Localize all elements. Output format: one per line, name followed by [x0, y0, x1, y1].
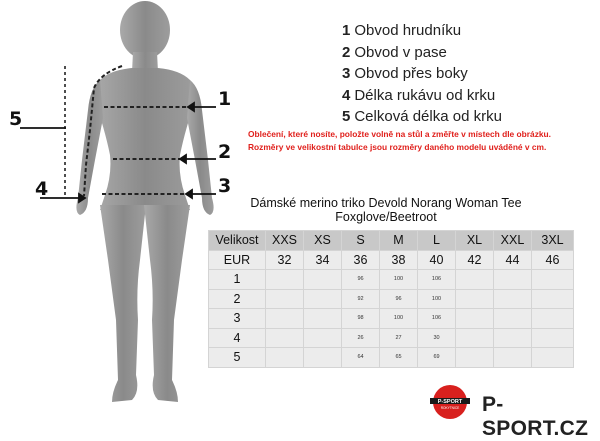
header-cell: L — [418, 231, 456, 251]
table-cell: 44 — [494, 250, 532, 270]
table-cell: 106 — [418, 270, 456, 290]
legend-label: Obvod hrudníku — [354, 22, 462, 39]
table-cell: 92 — [342, 289, 380, 309]
table-cell: 34 — [304, 250, 342, 270]
legend-item — [342, 20, 502, 42]
row-label: 1 — [209, 270, 266, 290]
table-cell — [456, 289, 494, 309]
table-cell: 42 — [456, 250, 494, 270]
table-row — [209, 309, 574, 329]
table-cell: 46 — [532, 250, 574, 270]
header-cell: 3XL — [532, 231, 574, 251]
table-cell: 65 — [380, 348, 418, 368]
p-sport-logo — [427, 384, 473, 420]
table-cell: 36 — [342, 250, 380, 270]
size-table — [208, 230, 574, 368]
table-row — [209, 270, 574, 290]
table-cell — [456, 309, 494, 329]
table-cell — [266, 328, 304, 348]
legend-label: Obvod v pase — [354, 43, 447, 61]
header-cell: Velikost — [209, 231, 266, 251]
note-line-2: Rozměry ve velikostní tabulce jsou rozměry daného modelu uváděné v cm. — [248, 141, 547, 152]
product-variant: Foxglove/Beetroot — [335, 210, 437, 224]
table-cell — [532, 328, 574, 348]
product-name: Dámské merino triko Devold Norang Woman Tee — [250, 196, 522, 210]
legend-number: 1 — [342, 22, 351, 39]
header-cell: M — [380, 231, 418, 251]
row-label: 4 — [209, 328, 266, 348]
row-label: 3 — [209, 309, 266, 329]
table-cell: 38 — [380, 250, 418, 270]
table-cell — [266, 309, 304, 329]
table-header-row — [209, 231, 574, 251]
table-cell: 100 — [418, 289, 456, 309]
table-cell — [304, 289, 342, 309]
table-cell — [266, 348, 304, 368]
table-row — [209, 289, 574, 309]
legend-item — [342, 42, 502, 64]
legend-number: 3 — [342, 65, 351, 82]
header-cell: XS — [304, 231, 342, 251]
table-cell — [532, 309, 574, 329]
legend-item — [342, 63, 502, 85]
marker-4: 4 — [35, 178, 49, 200]
table-row — [209, 328, 574, 348]
table-cell: 96 — [380, 289, 418, 309]
table-cell — [494, 328, 532, 348]
legend-label: Obvod přes boky — [354, 65, 468, 82]
marker-5: 5 — [9, 108, 23, 130]
table-cell: 27 — [380, 328, 418, 348]
marker-2: 2 — [218, 141, 232, 163]
table-cell — [456, 328, 494, 348]
table-cell — [456, 270, 494, 290]
table-cell — [304, 309, 342, 329]
row-label: 2 — [209, 289, 266, 309]
table-cell — [494, 309, 532, 329]
table-cell — [532, 348, 574, 368]
header-cell: XL — [456, 231, 494, 251]
header-cell: S — [342, 231, 380, 251]
brand-name: P-SPORT.CZ — [482, 393, 589, 440]
table-cell: 26 — [342, 328, 380, 348]
table-cell: 100 — [380, 309, 418, 329]
table-cell: 100 — [380, 270, 418, 290]
table-cell: 96 — [342, 270, 380, 290]
marker-1: 1 — [218, 88, 232, 110]
legend-label: Celková délka od krku — [354, 108, 502, 125]
marker-3: 3 — [218, 175, 232, 197]
legend-item — [342, 106, 502, 128]
table-cell: 40 — [418, 250, 456, 270]
logo-text: P-SPORT — [437, 399, 463, 405]
table-cell — [304, 328, 342, 348]
female-silhouette — [76, 1, 213, 402]
measurement-legend — [342, 20, 502, 128]
table-cell — [266, 270, 304, 290]
table-cell: 64 — [342, 348, 380, 368]
table-cell: 106 — [418, 309, 456, 329]
table-cell: EUR — [209, 250, 266, 270]
table-cell — [494, 348, 532, 368]
logo-subtext: ROKYTNICE — [440, 406, 460, 410]
table-cell — [456, 348, 494, 368]
legend-number: 2 — [342, 43, 351, 61]
legend-number: 4 — [342, 86, 351, 104]
table-cell: 98 — [342, 309, 380, 329]
table-cell — [494, 289, 532, 309]
header-cell: XXS — [266, 231, 304, 251]
table-cell: 32 — [266, 250, 304, 270]
legend-number: 5 — [342, 108, 351, 125]
table-cell — [532, 270, 574, 290]
table-cell: 69 — [418, 348, 456, 368]
table-cell — [304, 270, 342, 290]
table-cell — [266, 289, 304, 309]
legend-label: Délka rukávu od krku — [354, 86, 496, 104]
table-cell: 30 — [418, 328, 456, 348]
row-label: 5 — [209, 348, 266, 368]
legend-item — [342, 85, 502, 107]
note-line-1: Oblečení, které nosíte, položte volně na stůl a změřte v místech dle obrázku. — [248, 129, 551, 139]
table-row-eur — [209, 250, 574, 270]
table-cell — [532, 289, 574, 309]
table-cell — [494, 270, 532, 290]
table-cell — [304, 348, 342, 368]
product-title — [236, 196, 536, 224]
header-cell: XXL — [494, 231, 532, 251]
table-row — [209, 348, 574, 368]
measurement-note — [248, 128, 593, 153]
